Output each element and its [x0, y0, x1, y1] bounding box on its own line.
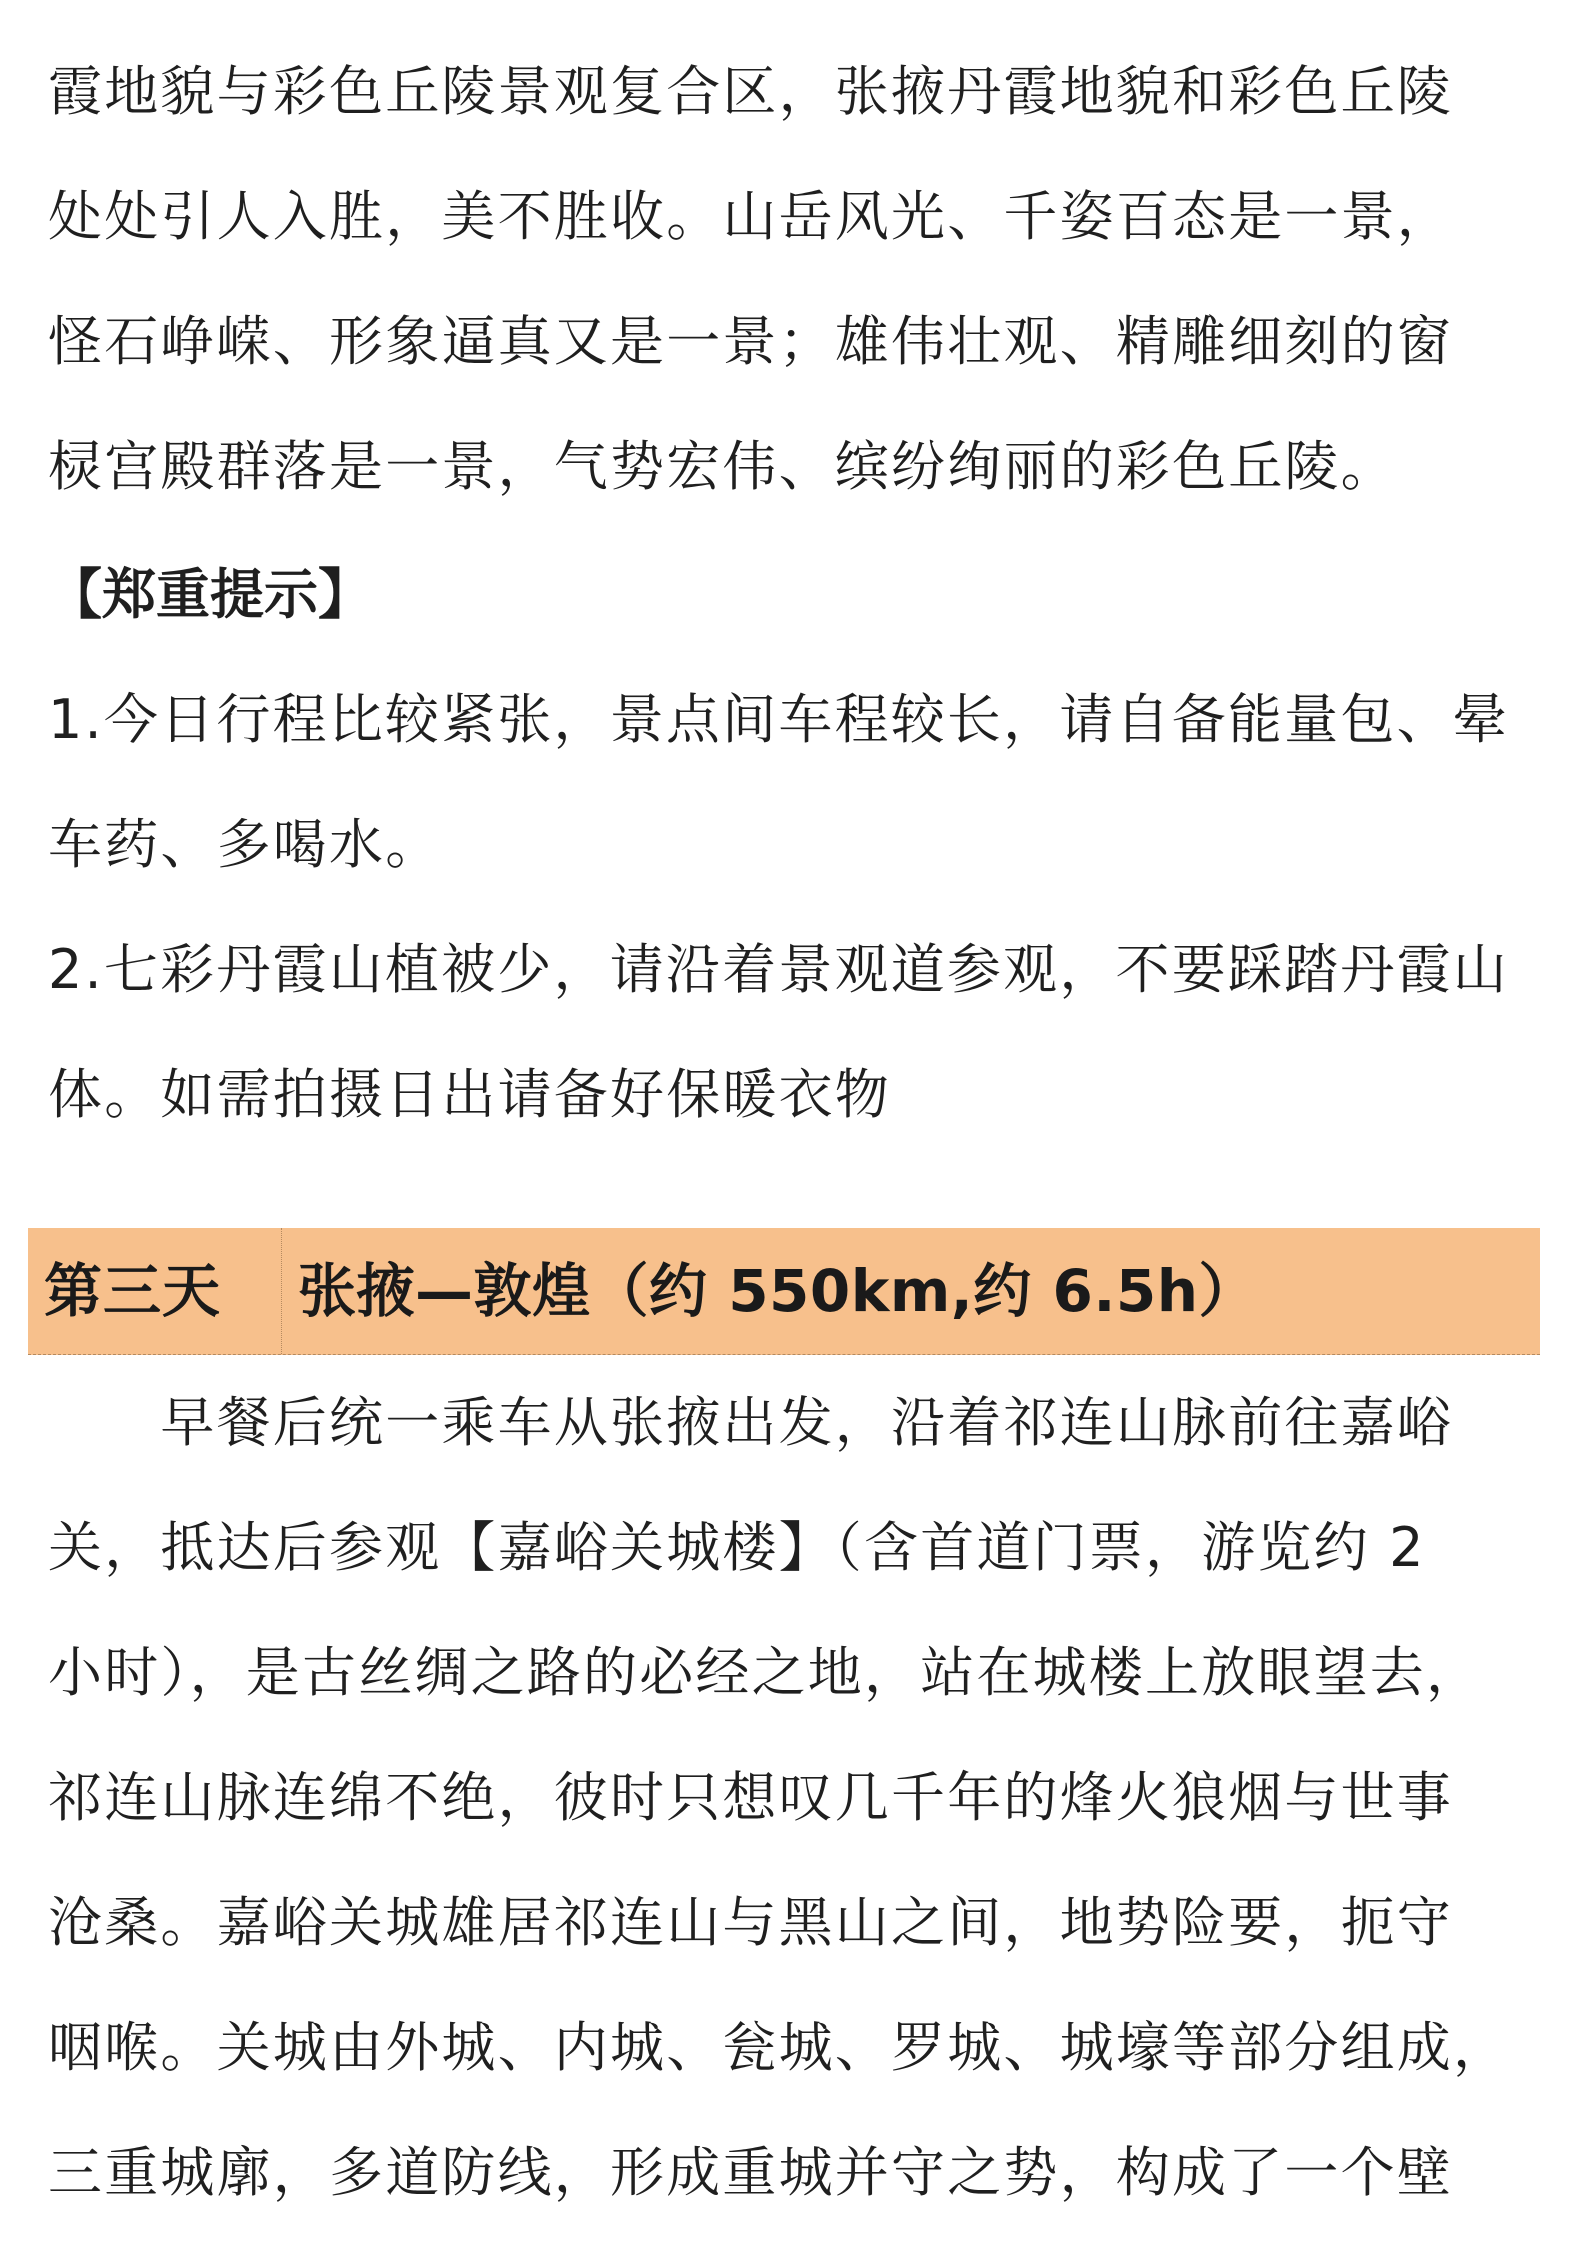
- paragraph2-line-4: 祁连山脉连绵不绝，彼时只想叹几千年的烽火狼烟与世事: [48, 1766, 1453, 1829]
- notice-line-4: 体。如需拍摄日出请备好保暖衣物: [48, 1063, 891, 1126]
- day-header-divider: [281, 1228, 282, 1354]
- paragraph1-line-2: 处处引人入胜，美不胜收。山岳风光、千姿百态是一景，: [48, 185, 1453, 248]
- day-title: 张掖—敦煌（约 550km,约 6.5h）: [298, 1257, 1258, 1325]
- notice-line-1: 1.今日行程比较紧张，景点间车程较长，请自备能量包、晕: [48, 688, 1509, 751]
- day-label: 第三天: [44, 1257, 222, 1325]
- paragraph2-line-5: 沧桑。嘉峪关城雄居祁连山与黑山之间，地势险要，扼守: [48, 1891, 1453, 1954]
- notice-line-3: 2.七彩丹霞山植被少，请沿着景观道参观，不要踩踏丹霞山: [48, 938, 1509, 1001]
- paragraph2-line-2: 关，抵达后参观【嘉峪关城楼】（含首道门票，游览约 2: [48, 1516, 1426, 1579]
- notice-line-2: 车药、多喝水。: [48, 813, 442, 876]
- paragraph1-line-3: 怪石峥嵘、形象逼真又是一景；雄伟壮观、精雕细刻的窗: [48, 310, 1453, 373]
- paragraph1-line-4: 棂宫殿群落是一景，气势宏伟、缤纷绚丽的彩色丘陵。: [48, 435, 1397, 498]
- paragraph1-line-1: 霞地貌与彩色丘陵景观复合区，张掖丹霞地貌和彩色丘陵: [48, 60, 1453, 123]
- paragraph2-line-3: 小时），是古丝绸之路的必经之地，站在城楼上放眼望去，: [48, 1641, 1483, 1704]
- paragraph2-line-1: 早餐后统一乘车从张掖出发，沿着祁连山脉前往嘉峪: [48, 1391, 1453, 1454]
- day-header-bar: [28, 1228, 1540, 1355]
- paragraph2-line-7: 三重城廓，多道防线，形成重城并守之势，构成了一个壁: [48, 2141, 1453, 2204]
- paragraph2-line-6: 咽喉。关城由外城、内城、瓮城、罗城、城壕等部分组成，: [48, 2016, 1510, 2079]
- notice-title: 【郑重提示】: [48, 563, 372, 626]
